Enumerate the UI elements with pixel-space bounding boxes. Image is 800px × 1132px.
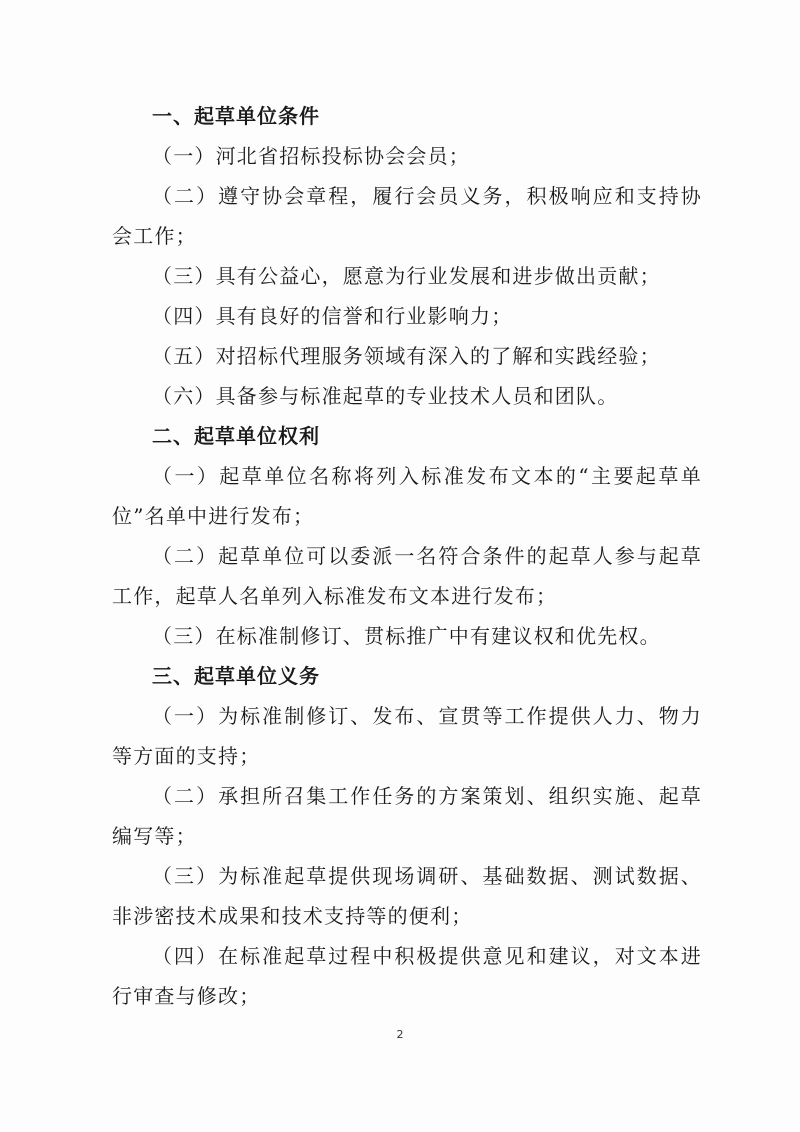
- paragraph: （四）在标准起草过程中积极提供意见和建议，对文本进行审查与修改；: [112, 944, 702, 1008]
- document-body: [112, 96, 702, 1016]
- section-heading-rights: 二、起草单位权利: [152, 424, 320, 448]
- paragraph: （二）承担所召集工作任务的方案策划、组织实施、起草编写等；: [112, 784, 702, 848]
- paragraph: （二）起草单位可以委派一名符合条件的起草人参与起草工作，起草人名单列入标准发布文本进行发布；: [112, 544, 702, 608]
- paragraph: （二）遵守协会章程，履行会员义务，积极响应和支持协会工作；: [112, 184, 702, 248]
- paragraph: （一）河北省招标投标协会会员；: [152, 144, 470, 168]
- paragraph: （三）为标准起草提供现场调研、基础数据、测试数据、非涉密技术成果和技术支持等的便利；: [112, 864, 702, 928]
- paragraph: （三）具有公益心，愿意为行业发展和进步做出贡献；: [152, 264, 661, 288]
- paragraph: （三）在标准制修订、贯标推广中有建议权和优先权。: [152, 624, 661, 648]
- paragraph: （五）对招标代理服务领域有深入的了解和实践经验；: [152, 344, 661, 368]
- paragraph: （一）起草单位名称将列入标准发布文本的“主要起草单位”名单中进行发布；: [112, 464, 702, 528]
- paragraph: （四）具有良好的信誉和行业影响力；: [152, 304, 513, 328]
- section-heading-conditions: 一、起草单位条件: [152, 104, 320, 128]
- page-number: 2: [396, 1028, 404, 1041]
- section-heading-obligations: 三、起草单位义务: [152, 664, 320, 688]
- paragraph: （一）为标准制修订、发布、宣贯等工作提供人力、物力等方面的支持；: [112, 704, 702, 768]
- paragraph: （六）具备参与标准起草的专业技术人员和团队。: [152, 384, 619, 408]
